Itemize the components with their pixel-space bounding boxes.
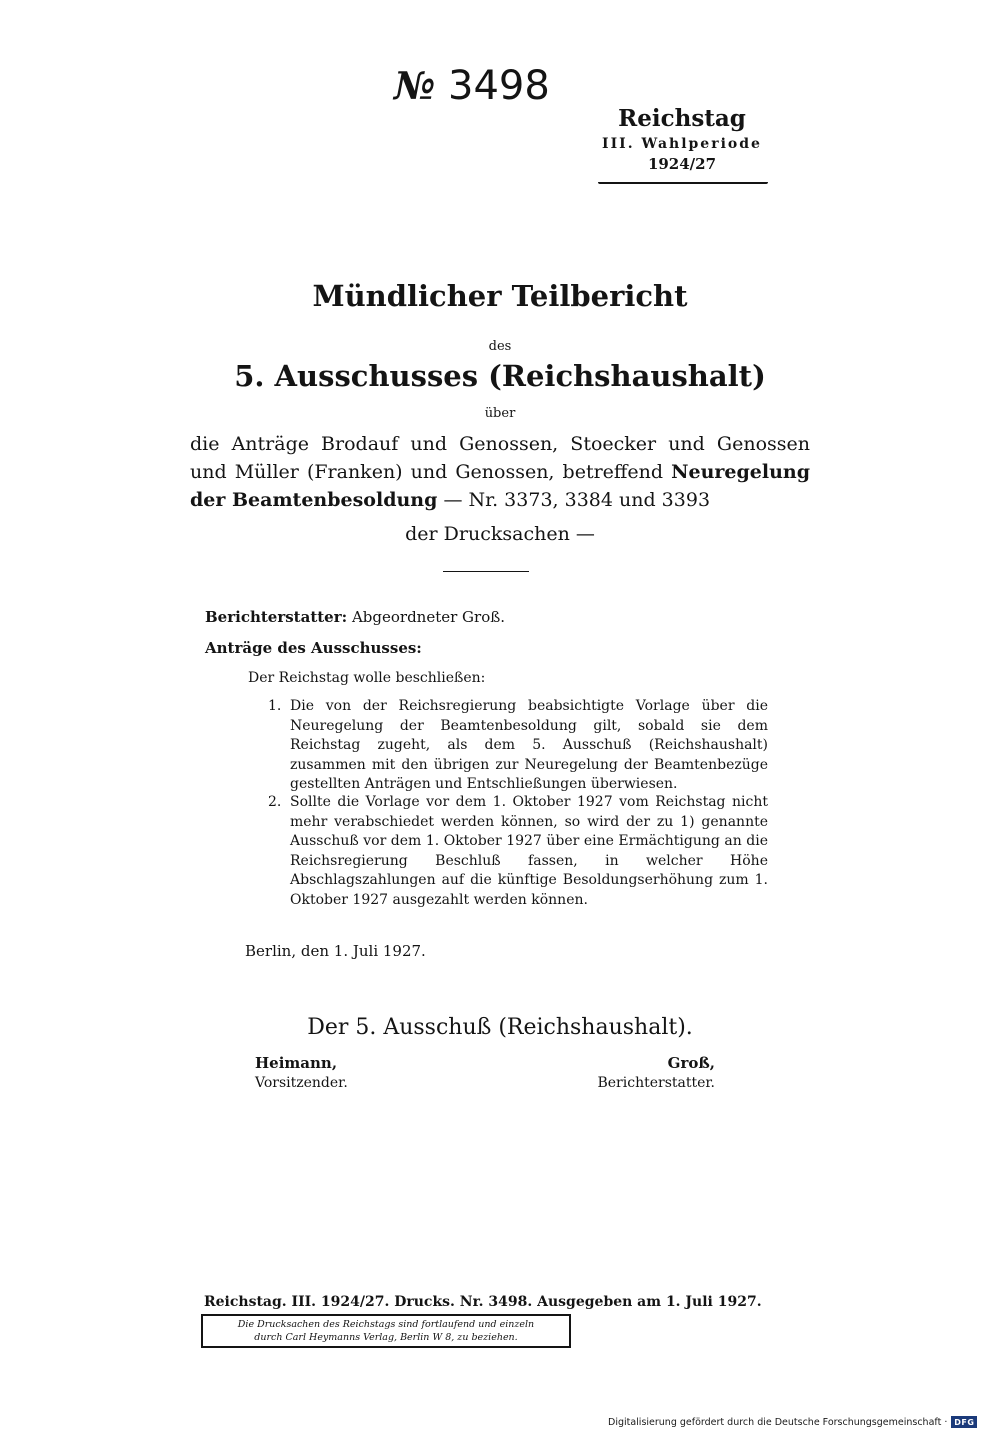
- publisher-notice-box: [201, 1314, 571, 1348]
- number-sign: №: [394, 63, 436, 108]
- subject-last-line: der Drucksachen —: [405, 523, 595, 545]
- item-number: 2.: [268, 794, 282, 810]
- issue-line: Reichstag. III. 1924/27. Drucks. Nr. 3498. Ausgegeben am 1. Juli 1927.: [204, 1294, 762, 1310]
- subject-text: [190, 430, 810, 514]
- period-years: 1924/27: [647, 155, 717, 173]
- item-number: 1.: [268, 698, 282, 714]
- publisher-notice-line-2: durch Carl Heymanns Verlag, Berlin W 8, zu beziehen.: [254, 1332, 518, 1343]
- reichstag-block: [596, 104, 768, 174]
- signature-chair: [255, 1053, 415, 1093]
- reporter-line: [205, 606, 505, 628]
- publisher-notice-line-1: Die Drucksachen des Reichstags sind fortlaufend und einzeln: [237, 1319, 535, 1330]
- motions-heading: Anträge des Ausschusses:: [205, 639, 422, 657]
- document-number: [394, 62, 594, 110]
- item-text: Sollte die Vorlage vor dem 1. Oktober 1927 vom Reichstag nicht mehr verabschiedet werden können, so wird der zu 1) genannte Ausschuß vor dem 1. Oktober 1927 über eine Ermächtigung an die Reichsregierung Beschluß fassen, in welcher Höhe Abschlagszahlungen auf die künftige Besoldungserhöhung zum 1. Oktober 1927 ausgezahlt werden können.: [290, 794, 768, 908]
- reichstag-block-rule: [598, 182, 768, 184]
- dfg-logo-icon: DFG: [951, 1416, 977, 1428]
- document-number-value: 3498: [448, 63, 550, 109]
- chair-role: Vorsitzender.: [255, 1075, 348, 1091]
- reichstag-label: Reichstag: [618, 105, 746, 132]
- signature-reporter: [585, 1053, 715, 1093]
- subject-part-2: — Nr. 3373, 3384 und 3393: [437, 489, 711, 511]
- digitization-credit: [608, 1414, 977, 1430]
- signing-committee: Der 5. Ausschuß (Reichshaushalt).: [307, 1015, 693, 1040]
- section-divider: [443, 571, 529, 572]
- report-title: Mündlicher Teilbericht: [312, 279, 688, 313]
- place-date: Berlin, den 1. Juli 1927.: [245, 942, 426, 960]
- resolution-item: [268, 697, 768, 795]
- chair-name: Heimann,: [255, 1054, 338, 1072]
- reporter-value: Abgeordneter Groß.: [351, 608, 506, 626]
- subject-part-1: die Anträge Brodauf und Genossen, Stoecker und Genossen und Müller (Franken) und Genossen, betreffend: [190, 433, 810, 483]
- committee-title: 5. Ausschusses (Reichshaushalt): [234, 359, 766, 393]
- resolution-item: [268, 793, 768, 910]
- electoral-period: III. Wahlperiode: [602, 136, 762, 152]
- reporter-name: Groß,: [667, 1054, 715, 1072]
- title-connector-ueber: über: [484, 406, 516, 421]
- subject-bold: Neuregelung der Beamtenbesoldung: [190, 461, 810, 511]
- resolution-intro: Der Reichstag wolle beschließen:: [248, 670, 486, 686]
- credit-text: Digitalisierung gefördert durch die Deutsche Forschungsgemeinschaft ·: [608, 1416, 948, 1428]
- reporter-label: Berichterstatter:: [205, 608, 348, 626]
- item-text: Die von der Reichsregierung beabsichtigte Vorlage über die Neuregelung der Beamtenbesoldung gilt, sobald sie dem Reichstag zugeht, als dem 5. Ausschuß (Reichshaushalt) zusammen mit den übrigen zur Neuregelung der Beamtenbezüge gestellten Anträgen und Entschließungen überwiesen.: [290, 698, 768, 792]
- title-connector-des: des: [488, 339, 512, 354]
- reporter-role: Berichterstatter.: [597, 1075, 715, 1091]
